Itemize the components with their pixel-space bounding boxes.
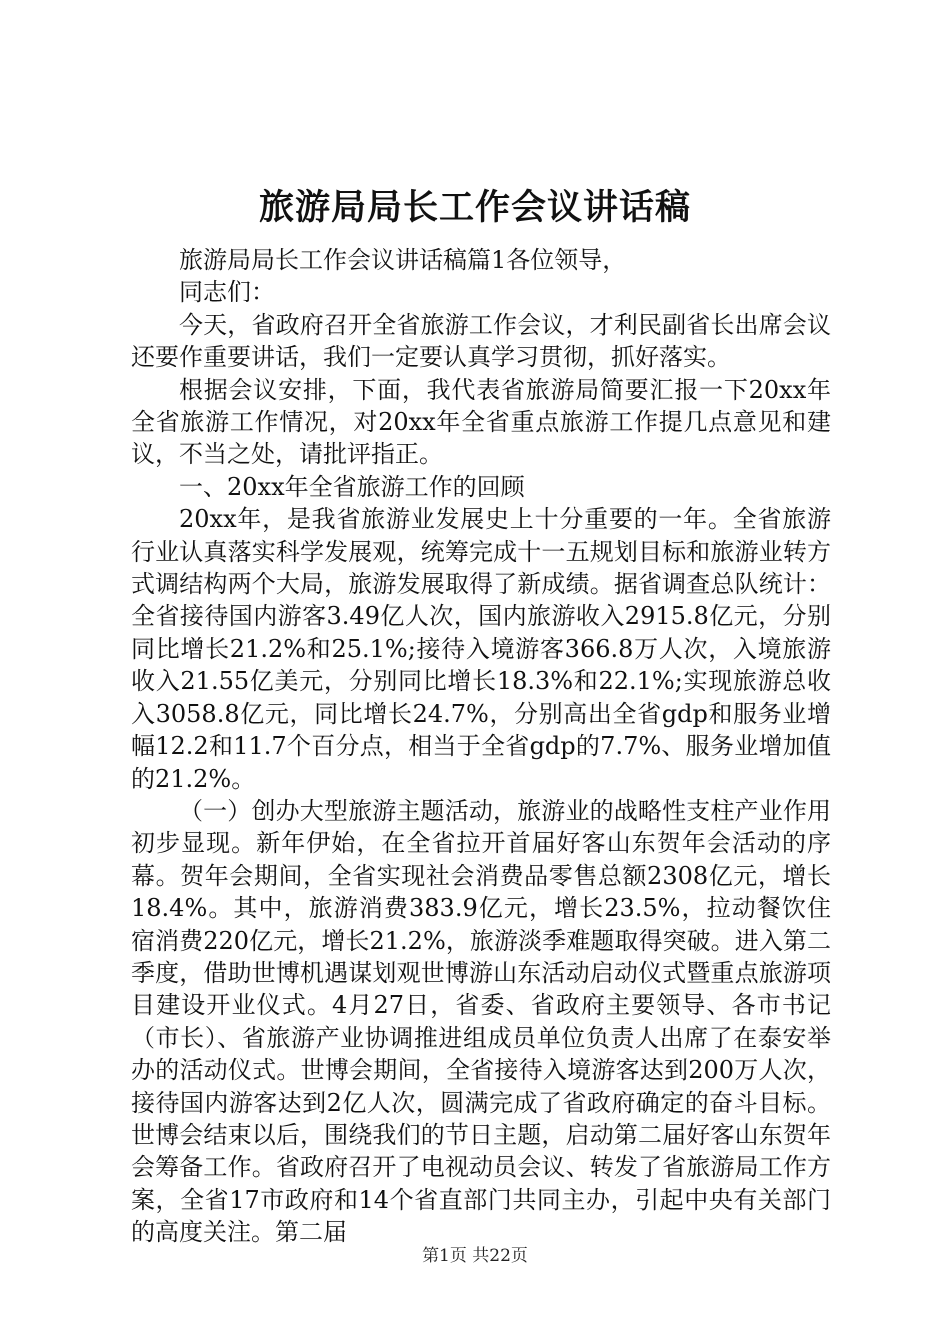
paragraph-statistics: 20xx年，是我省旅游业发展史上十分重要的一年。全省旅游行业认真落实科学发展观，统筹完成十一五规划目标和旅游业转方式调结构两个大局，旅游发展取得了新成绩。据省调查总队统计：全省接待国内游客3.49亿人次，国内旅游收入2915.8亿元，分别同比增长21.2%和25.1%;接待入境游客366.8万人次，入境旅游收入21.55亿美元，分别同比增长18.3%和22.1%;实现旅游总收入3058.8亿元，同比增长24.7%，分别高出全省gdp和服务业增幅12.2和11.7个百分点，相当于全省gdp的7.7%、服务业增加值的21.2%。: [131, 505, 831, 793]
paragraph-greeting: 旅游局局长工作会议讲话稿篇1各位领导，: [179, 246, 627, 274]
paragraph-salutation: 同志们：: [179, 278, 275, 307]
paragraph-agenda: 根据会议安排，下面，我代表省旅游局简要汇报一下20xx年全省旅游工作情况，对20xx年全省重点旅游工作提几点意见和建议，不当之处，请批评指正。: [131, 375, 831, 469]
document-title: 旅游局局长工作会议讲话稿: [258, 187, 691, 228]
page-number-footer: 第1页 共22页: [422, 1246, 528, 1266]
paragraph-subsection-one: （一）创办大型旅游主题活动，旅游业的战略性支柱产业作用初步显现。新年伊始，在全省拉开首届好客山东贺年会活动的序幕。贺年会期间，全省实现社会消费品零售总额2308亿元，增长18.4%。其中，旅游消费383.9亿元，增长23.5%，拉动餐饮住宿消费220亿元，增长21.2%，旅游淡季难题取得突破。进入第二季度，借助世博机遇谋划观世博游山东活动启动仪式暨重点旅游项目建设开业仪式。4月27日，省委、省政府主要领导、各市书记（市长）、省旅游产业协调推进组成员单位负责人出席了在泰安举办的活动仪式。世博会期间，全省接待入境游客达到200万人次，接待国内游客达到2亿人次，圆满完成了省政府确定的奋斗目标。世博会结束以后，围绕我们的节日主题，启动第二届好客山东贺年会筹备工作。省政府召开了电视动员会议、转发了省旅游局工作方案，全省17市政府和14个省直部门共同主办，引起中央有关部门的高度关注。第二届: [131, 796, 831, 1247]
section-heading-review: 一、20xx年全省旅游工作的回顾: [179, 472, 525, 501]
paragraph-intro: 今天，省政府召开全省旅游工作会议，才利民副省长出席会议还要作重要讲话，我们一定要认真学习贯彻，抓好落实。: [131, 310, 831, 372]
document-body: [131, 244, 831, 1249]
